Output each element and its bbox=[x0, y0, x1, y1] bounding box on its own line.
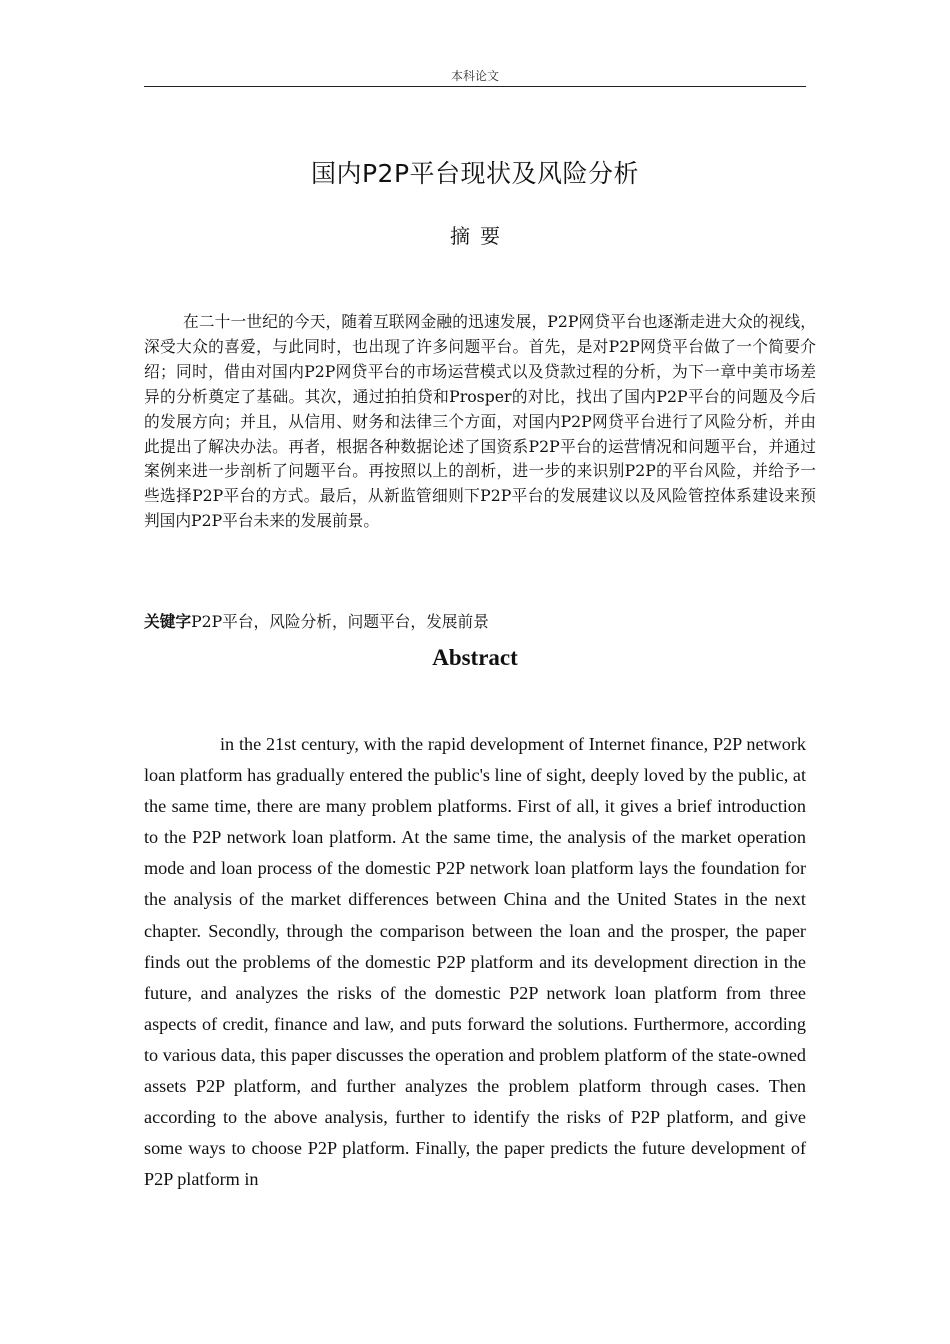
keywords-value: P2P平台，风险分析，问题平台，发展前景 bbox=[191, 612, 489, 631]
abstract-en-heading: Abstract bbox=[432, 645, 518, 670]
abstract-cn-heading: 摘要 bbox=[450, 224, 510, 248]
abstract-cn-body: 在二十一世纪的今天，随着互联网金融的迅速发展，P2P网贷平台也逐渐走进大众的视线，深受大众的喜爱，与此同时，也出现了许多问题平台。首先，是对P2P网贷平台做了一个简要介绍；同时，借由对国内P2P网贷平台的市场运营模式以及贷款过程的分析，为下一章中美市场差异的分析奠定了基础。其次，通过拍拍贷和Prosper的对比，找出了国内P2P平台的问题及今后的发展方向；并且，从信用、财务和法律三个方面，对国内P2P网贷平台进行了风险分析，并由此提出了解决办法。再者，根据各种数据论述了国资系P2P平台的运营情况和问题平台，并通过案例来进一步剖析了问题平台。再按照以上的剖析，进一步的来识别P2P的平台风险，并给予一些选择P2P平台的方式。最后，从新监管细则下P2P平台的发展建议以及风险管控体系建设来预判国内P2P平台未来的发展前景。 bbox=[144, 312, 816, 531]
paper-title: 国内P2P平台现状及风险分析 bbox=[310, 159, 640, 188]
abstract-en-body: in the 21st century, with the rapid development of Internet finance, P2P network loan platform has gradually entered the public's line of sight, deeply loved by the public, at the same time, there are many problem platforms. First of all, it gives a brief introduction to the P2P network loan platform. At the same time, the analysis of the market operation mode and loan process of the domestic P2P network loan platform lays the foundation for the analysis of the market differences between China and the United States in the next chapter. Secondly, through the comparison between the loan and the prosper, the paper finds out the problems of the domestic P2P platform and its development direction in the future, and analyzes the risks of the domestic P2P network loan platform from three aspects of credit, finance and law, and puts forward the solutions. Furthermore, according to various data, this paper discusses the operation and problem platform of the state-owned assets P2P platform, and further analyzes the problem platform through cases. Then according to the above analysis, further to identify the risks of P2P platform, and give some ways to choose P2P platform. Finally, the paper predicts the future development of P2P platform in bbox=[144, 734, 806, 1190]
page-header-text: 本科论文 bbox=[450, 69, 499, 83]
keywords-line bbox=[144, 609, 806, 634]
keywords-label: 关键字 bbox=[144, 612, 192, 631]
page-header bbox=[144, 66, 806, 87]
